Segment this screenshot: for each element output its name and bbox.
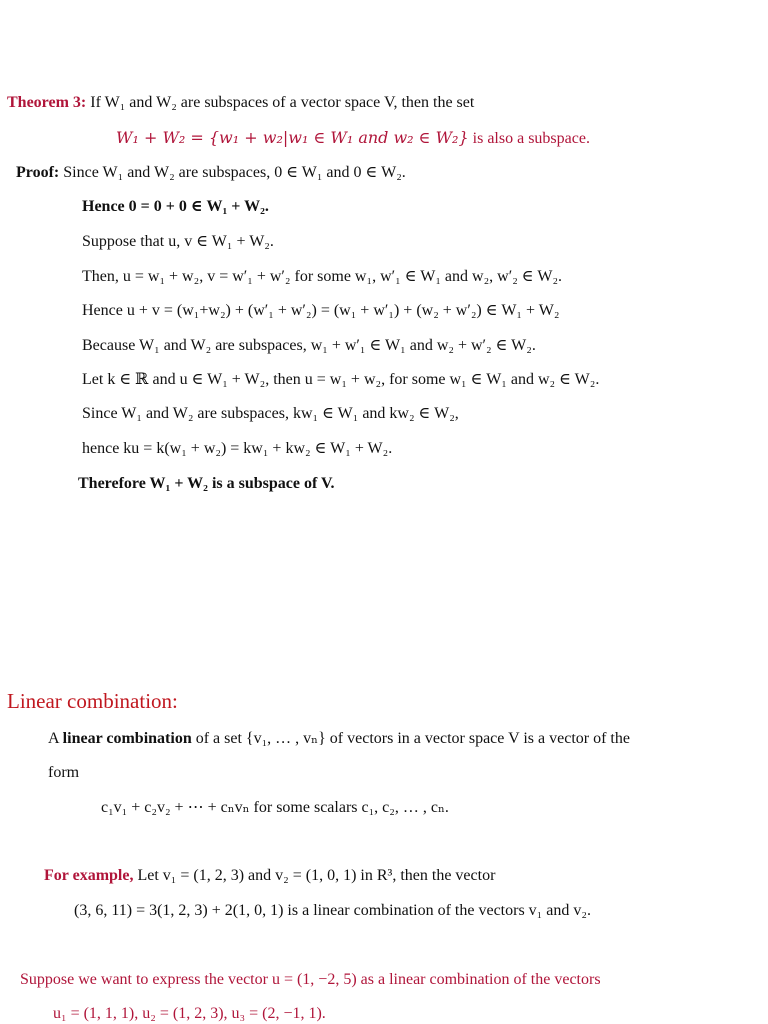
proof-line-7: Since W₁ and W₂ are subspaces, kw₁ ∈ W₁ and kw₂ ∈ W₂, — [82, 405, 459, 422]
suppose-line-1: Suppose we want to express the vector u = (1, −2, 5) as a linear combination of the vectors — [20, 971, 601, 988]
theorem-statement: If W₁ and W₂ are subspaces of a vector space V, then the set — [90, 94, 475, 111]
definition-start: A — [48, 730, 63, 747]
proof-line-5: Because W₁ and W₂ are subspaces, w₁ + w′₁ ∈ W₁ and w₂ + w′₂ ∈ W₂. — [82, 337, 536, 354]
proof-intro: Since W₁ and W₂ are subspaces, 0 ∈ W₁ and 0 ∈ W₂. — [59, 164, 406, 181]
proof-line-6: Let k ∈ ℝ and u ∈ W₁ + W₂, then u = w₁ + w₂, for some w₁ ∈ W₁ and w₂ ∈ W₂. — [82, 371, 600, 388]
definition-line — [48, 729, 630, 749]
theorem-statement-line — [7, 93, 474, 113]
theorem-heading: Theorem 3: — [7, 94, 87, 111]
proof-label: Proof: — [16, 164, 60, 181]
example-text: Let v₁ = (1, 2, 3) and v₂ = (1, 0, 1) in R³, then the vector — [133, 867, 496, 884]
definition-rest: of a set {v₁, … , vₙ} of vectors in a vector space V is a vector of the — [191, 730, 630, 747]
definition-line-2: form — [48, 764, 80, 781]
proof-conclusion: Therefore W₁ + W₂ is a subspace of V. — [78, 475, 335, 492]
definition-term: linear combination — [62, 730, 192, 747]
example-line-1 — [44, 866, 495, 886]
example-line-2: (3, 6, 11) = 3(1, 2, 3) + 2(1, 0, 1) is a linear combination of the vectors v₁ and v₂. — [74, 902, 591, 919]
theorem-set-line — [116, 128, 590, 149]
example-label: For example, — [44, 867, 134, 884]
definition-formula: c₁v₁ + c₂v₂ + ⋯ + cₙvₙ for some scalars c₁, c₂, … , cₙ. — [101, 799, 449, 816]
theorem-set-expression: W₁ + W₂ = {w₁ + w₂|w₁ ∈ W₁ and w₂ ∈ W₂} — [116, 128, 469, 147]
section-heading: Linear combination: — [7, 689, 178, 713]
proof-line-3: Then, u = w₁ + w₂, v = w′₁ + w′₂ for some w₁, w′₁ ∈ W₁ and w₂, w′₂ ∈ W₂. — [82, 268, 563, 285]
proof-line-1: Hence 0 = 0 + 0 ∈ W₁ + W₂. — [82, 198, 269, 215]
proof-line-2: Suppose that u, v ∈ W₁ + W₂. — [82, 233, 274, 250]
proof-intro-line — [16, 163, 406, 183]
proof-line-8: hence ku = k(w₁ + w₂) = kw₁ + kw₂ ∈ W₁ + W₂. — [82, 440, 393, 457]
suppose-line-2: u₁ = (1, 1, 1), u₂ = (1, 2, 3), u₃ = (2, −1, 1). — [53, 1005, 326, 1022]
proof-line-4: Hence u + v = (w₁+w₂) + (w′₁ + w′₂) = (w₁ + w′₁) + (w₂ + w′₂) ∈ W₁ + W₂ — [82, 302, 560, 319]
theorem-set-suffix: is also a subspace. — [468, 130, 590, 147]
